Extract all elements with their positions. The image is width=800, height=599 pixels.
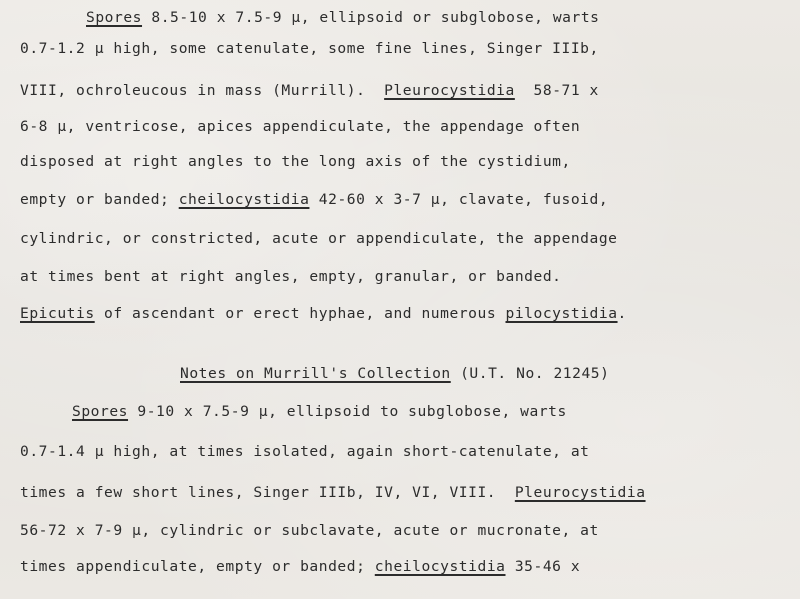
text-line	[20, 190, 608, 210]
text-line	[20, 304, 627, 324]
line-text: .	[617, 305, 627, 322]
text-line: disposed at right angles to the long axis of the cystidium,	[20, 153, 571, 170]
underlined-term: Spores	[72, 403, 129, 420]
underlined-term: Epicutis	[20, 305, 95, 322]
line-text: times appendiculate, empty or banded;	[20, 558, 375, 575]
line-text: 35-46 x	[505, 558, 581, 575]
line-text: 9-10 x 7.5-9 µ, ellipsoid to subglobose, warts	[128, 403, 567, 420]
underlined-term: Pleurocystidia	[514, 484, 646, 501]
text-line: 0.7-1.4 µ high, at times isolated, again short-catenulate, at	[20, 443, 590, 460]
line-text: (U.T. No. 21245)	[450, 365, 610, 382]
text-line	[20, 81, 599, 101]
line-text: of ascendant or erect hyphae, and numerous	[94, 305, 506, 322]
underlined-term: pilocystidia	[505, 305, 618, 322]
section-heading	[180, 364, 609, 384]
line-text: empty or banded;	[20, 191, 179, 208]
text-line	[20, 483, 646, 503]
text-line: 0.7-1.2 µ high, some catenulate, some fine lines, Singer IIIb,	[20, 40, 599, 57]
underlined-term: cheilocystidia	[178, 191, 310, 208]
line-text: VIII, ochroleucous in mass (Murrill).	[20, 82, 385, 99]
text-line	[20, 557, 580, 577]
underlined-heading: Notes on Murrill's Collection	[180, 365, 451, 382]
line-text: 58-71 x	[514, 82, 599, 99]
underlined-term: Spores	[86, 9, 143, 26]
line-text: times a few short lines, Singer IIIb, IV, VI, VIII.	[20, 484, 515, 501]
text-line: cylindric, or constricted, acute or appendiculate, the appendage	[20, 230, 618, 247]
text-line: at times bent at right angles, empty, granular, or banded.	[20, 268, 562, 285]
line-text: 42-60 x 3-7 µ, clavate, fusoid,	[309, 191, 609, 208]
underlined-term: cheilocystidia	[374, 558, 506, 575]
text-line: 6-8 µ, ventricose, apices appendiculate, the appendage often	[20, 118, 581, 135]
text-line	[72, 402, 567, 422]
text-line: 56-72 x 7-9 µ, cylindric or subclavate, acute or mucronate, at	[20, 522, 599, 539]
line-text: 8.5-10 x 7.5-9 µ, ellipsoid or subglobose, warts	[142, 9, 600, 26]
text-line	[86, 8, 600, 28]
underlined-term: Pleurocystidia	[384, 82, 515, 99]
